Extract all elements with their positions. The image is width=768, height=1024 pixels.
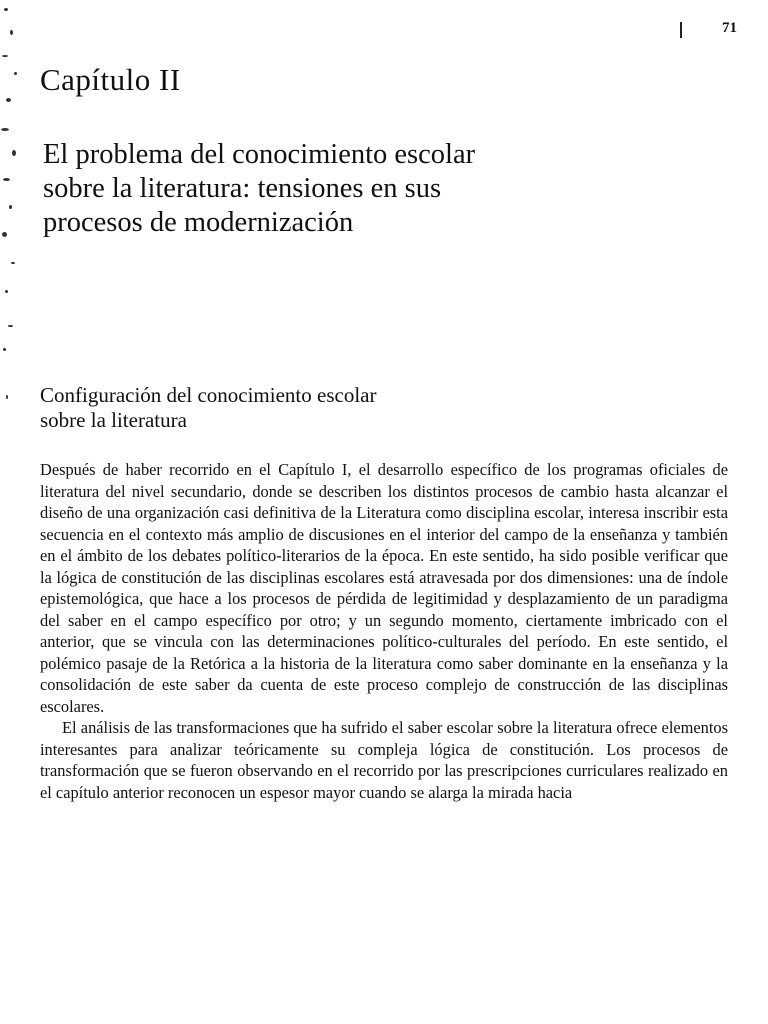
chapter-label: Capítulo II [40, 62, 181, 97]
body-paragraph: Después de haber recorrido en el Capítulo I, el desarrollo específico de los programas oficiales de literatura del nivel secundario, donde se describen los distintos procesos de cambio hasta alcanzar el diseño de una organización casi definitiva de la Literatura como disciplina escolar, interesa inscribir esta secuencia en el contexto más amplio de discusiones en el interior del campo de la enseñanza y también en el ámbito de los debates político-literarios de la época. En este sentido, ha sido posible verificar que la lógica de constitución de las disciplinas escolares está atravesada por dos dimensiones: una de índole epistemológica, que hace a los procesos de pérdida de legitimidad y desplazamiento de un paradigma del saber en el campo específico por otro; y un segundo momento, ciertamente imbricado con el anterior, que se vincula con las determinaciones político-culturales del período. En este sentido, el polémico pasaje de la Retórica a la historia de la literatura como saber dominante en la enseñanza y la consolidación de este saber da cuenta de este proceso complejo de construcción de las disciplinas escolares. [40, 460, 728, 716]
scan-edge-noise [0, 0, 30, 420]
running-head [650, 18, 745, 44]
section-heading-line: sobre la literatura [40, 408, 187, 432]
body-paragraph: El análisis de las transformaciones que ha sufrido el saber escolar sobre la literatura ofrece elementos interesantes para analizar teóricamente su compleja lógica de constitución. Los procesos de transformación que se fueron observando en el recorrido por las prescripciones curriculares realizado en el capítulo anterior reconocen un espesor mayor cuando se alarga la mirada hacia [40, 718, 728, 802]
chapter-title [43, 138, 743, 240]
page-number: 71 [722, 20, 737, 36]
running-head-rule [680, 22, 682, 38]
chapter-title-line: procesos de modernización [43, 207, 354, 238]
section-heading-line: Configuración del conocimiento escolar [40, 383, 377, 407]
section-heading [40, 383, 660, 433]
body-text [40, 459, 728, 803]
chapter-title-line: sobre la literatura: tensiones en sus [43, 173, 442, 204]
chapter-title-line: El problema del conocimiento escolar [43, 139, 476, 170]
